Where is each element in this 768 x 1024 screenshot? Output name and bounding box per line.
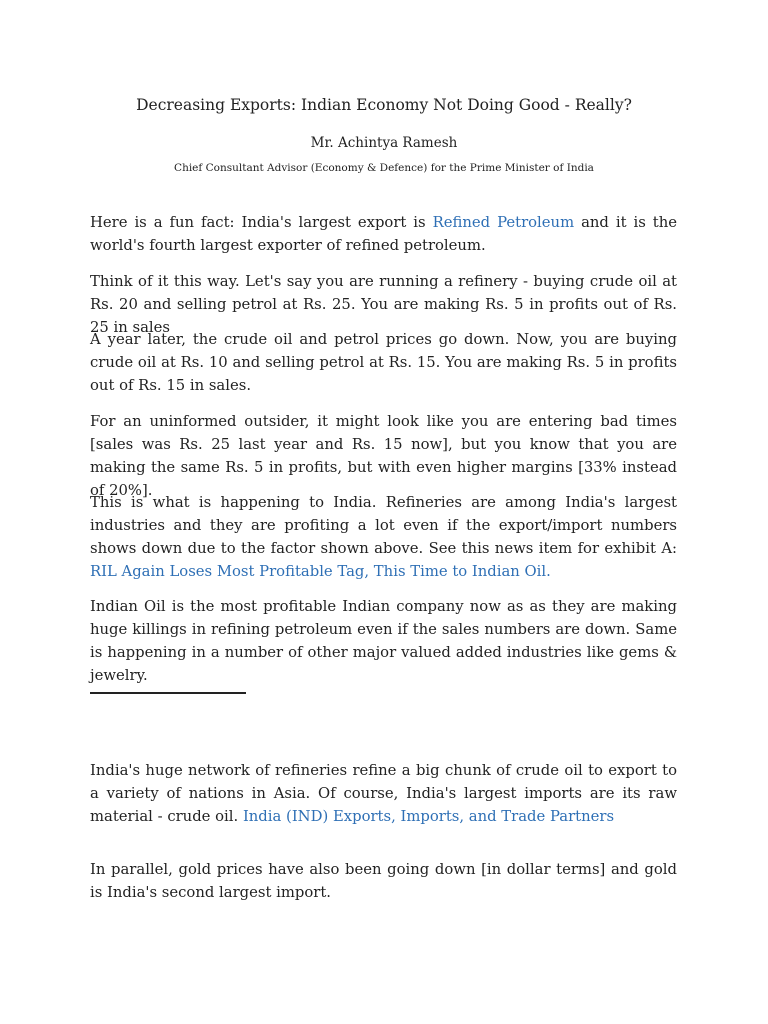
ril-news-link[interactable]: RIL Again Loses Most Profitable Tag, This Time to Indian Oil. — [90, 563, 551, 580]
trade-partners-link[interactable]: India (IND) Exports, Imports, and Trade Partners — [242, 808, 615, 825]
paragraph-8: In parallel, gold prices have also been going down [in dollar terms] and gold is India's second largest import. — [90, 861, 677, 901]
paragraph-1-text-after: and it is the world's fourth largest exporter of refined petroleum. — [90, 214, 677, 254]
paragraph-1 — [90, 211, 677, 257]
paragraph-5-text: This is what is happening to India. Refineries are among India's largest industries and they are profiting a lot even if the export/import numbers shows down due to the factor shown above. See this news item for exhibit A: — [90, 494, 677, 557]
paragraph-6: Indian Oil is the most profitable Indian company now as as they are making huge killings in refining petroleum even if the sales numbers are down. Same is happening in a number of other major valued added industries like gems & jewelry. — [90, 598, 677, 684]
paragraph-3: A year later, the crude oil and petrol prices go down. Now, you are buying crude oil at Rs. 10 and selling petrol at Rs. 15. You are making Rs. 5 in profits out of Rs. 15 in sales. — [90, 331, 677, 394]
paragraph-4: For an uninformed outsider, it might look like you are entering bad times [sales was Rs. 25 last year and Rs. 15 now], but you know that you are making the same Rs. 5 in profits, but with even higher margins [33% instead of 20%]. — [90, 413, 677, 499]
paragraph-7 — [90, 759, 677, 828]
paragraph-1-text-before: Here is a fun fact: India's largest export is — [90, 214, 433, 231]
footnote-divider — [90, 692, 246, 694]
paragraph-7-text: India's huge network of refineries refine a big chunk of crude oil to export to a variety of nations in Asia. Of course, India's largest imports are its raw material - crude oil. — [90, 762, 677, 825]
author-role: Chief Consultant Advisor (Economy & Defence) for the Prime Minister of India — [174, 162, 594, 174]
paragraph-5 — [90, 491, 677, 583]
refined-petroleum-link[interactable]: Refined Petroleum — [432, 214, 575, 231]
document-title: Decreasing Exports: Indian Economy Not Doing Good - Really? — [136, 96, 632, 114]
paragraph-2: Think of it this way. Let's say you are running a refinery - buying crude oil at Rs. 20 and selling petrol at Rs. 25. You are making Rs. 5 in profits out of Rs. 25 in sales — [90, 273, 677, 336]
author-name: Mr. Achintya Ramesh — [310, 135, 458, 151]
